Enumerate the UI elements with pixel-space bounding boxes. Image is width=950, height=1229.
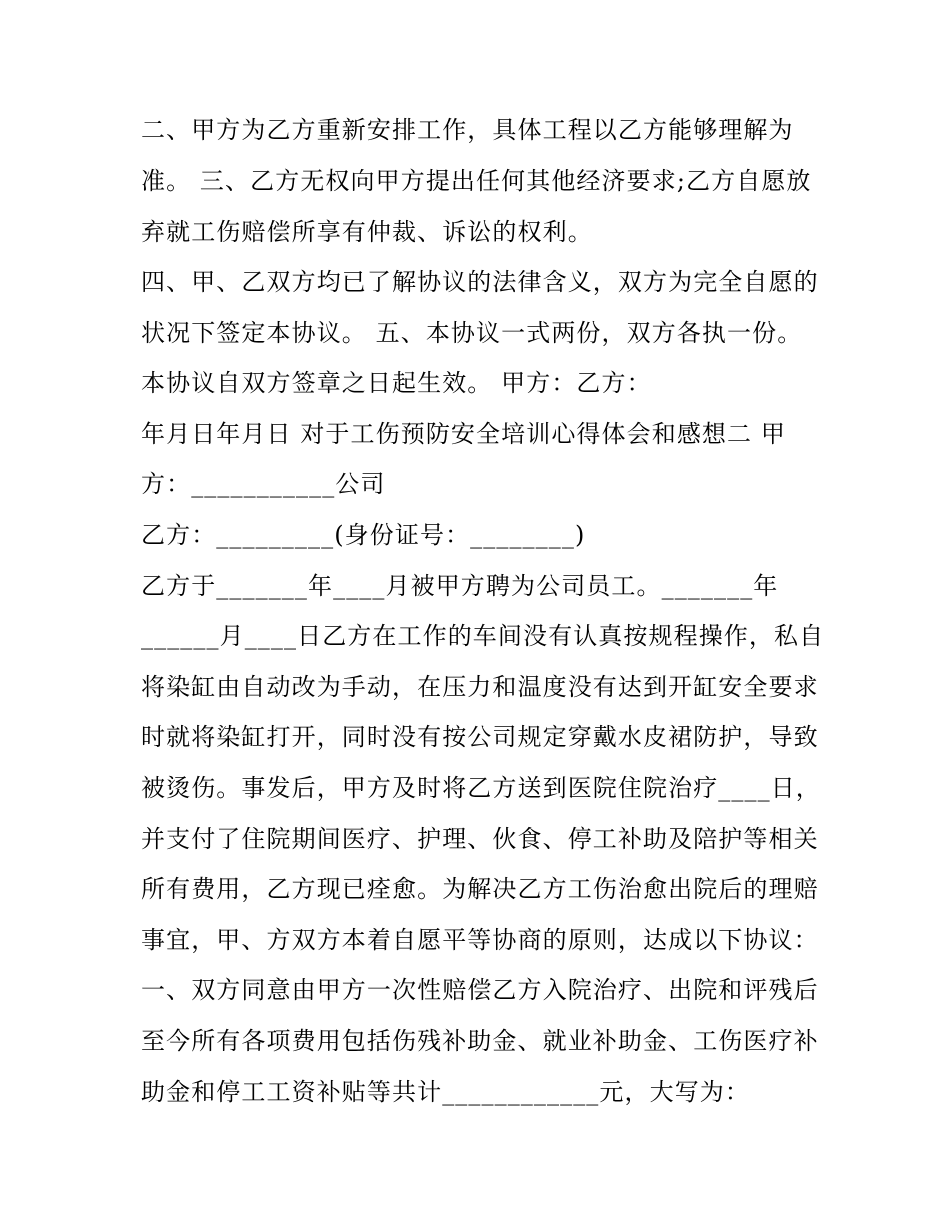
text-line: 一、双方同意由甲方一次性赔偿乙方入院治疗、出院和评残后 bbox=[141, 976, 819, 1004]
text-line: 方：___________公司 bbox=[141, 470, 386, 498]
text-line: 状况下签定本协议。 五、本协议一式两份，双方各执一份。 bbox=[141, 319, 803, 347]
text-line: 并支付了住院期间医疗、护理、伙食、停工补助及陪护等相关 bbox=[141, 825, 819, 853]
text-line: 将染缸由自动改为手动，在压力和温度没有达到开缸安全要求 bbox=[141, 673, 819, 701]
text-line: 至今所有各项费用包括伤残补助金、就业补助金、工伤医疗补 bbox=[141, 1027, 819, 1055]
text-line: 本协议自双方签章之日起生效。 甲方：乙方： bbox=[141, 369, 652, 397]
text-line: 助金和停工工资补贴等共计____________元，大写为： bbox=[141, 1078, 750, 1106]
text-line: 四、甲、乙双方均已了解协议的法律含义，双方为完全自愿的 bbox=[141, 268, 819, 296]
text-line: 乙方于_______年____月被甲方聘为公司员工。_______年 bbox=[141, 572, 779, 600]
text-line: 乙方：_________(身份证号：________) bbox=[141, 521, 586, 549]
text-line: 事宜，甲、方双方本着自愿平等协商的原则，达成以下协议： bbox=[141, 926, 819, 954]
text-line: 所有费用，乙方现已痊愈。为解决乙方工伤治愈出院后的理赔 bbox=[141, 875, 819, 903]
text-line: 准。 三、乙方无权向甲方提出任何其他经济要求;乙方自愿放 bbox=[141, 167, 812, 195]
text-line: 被烫伤。事发后，甲方及时将乙方送到医院住院治疗____日， bbox=[141, 774, 821, 802]
text-line: ______月____日乙方在工作的车间没有认真按规程操作，私自 bbox=[141, 622, 825, 650]
text-line: 弃就工伤赔偿所享有仲裁、诉讼的权利。 bbox=[141, 218, 593, 246]
text-line: 二、甲方为乙方重新安排工作，具体工程以乙方能够理解为 bbox=[141, 116, 794, 144]
text-line: 时就将染缸打开，同时没有按公司规定穿戴水皮裙防护，导致 bbox=[141, 723, 819, 751]
text-line: 年月日年月日 对于工伤预防安全培训心得体会和感想二 甲 bbox=[141, 420, 786, 448]
